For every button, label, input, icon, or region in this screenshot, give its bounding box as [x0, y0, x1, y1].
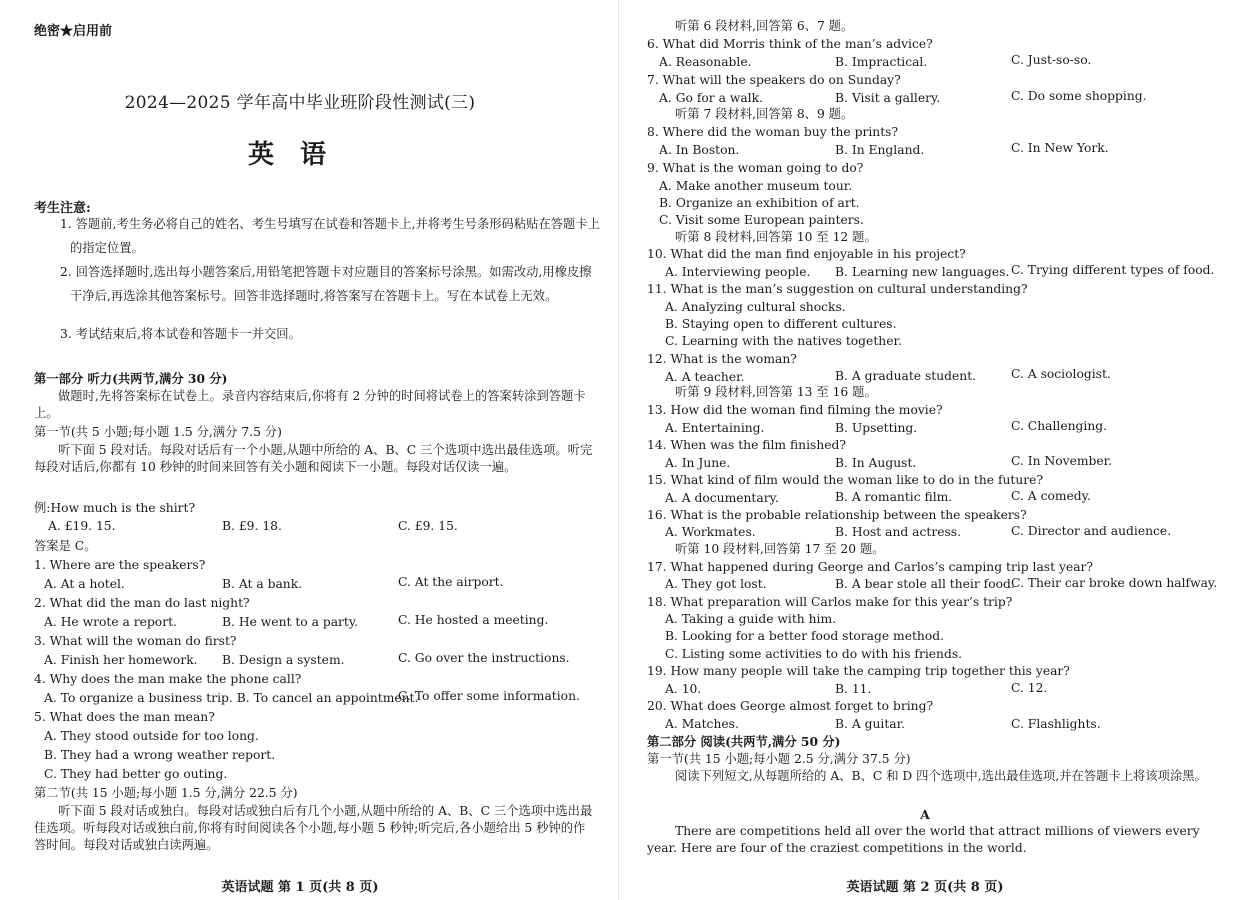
passage-label: A	[920, 807, 930, 822]
question-8-option-a: A. In Boston.	[659, 143, 740, 157]
material-10-heading: 听第 10 段材料,回答第 17 至 20 题。	[675, 542, 885, 556]
question-15-option-c: C. A comedy.	[1011, 489, 1091, 503]
right-page	[625, 0, 1225, 900]
question-2: 2. What did the man do last night?	[34, 596, 250, 610]
question-18: 18. What preparation will Carlos make for this year’s trip?	[647, 595, 1013, 609]
question-5-option-c: C. They had better go outing.	[44, 767, 228, 781]
question-7-option-b: B. Visit a gallery.	[835, 91, 941, 105]
question-1-option-b: B. At a bank.	[222, 577, 303, 591]
question-14-option-c: C. In November.	[1011, 454, 1113, 468]
question-4-options-ab: A. To organize a business trip. B. To cancel an appointment.	[44, 691, 419, 705]
question-3: 3. What will the woman do first?	[34, 634, 237, 648]
question-8-option-c: C. In New York.	[1011, 141, 1109, 155]
question-2-option-b: B. He went to a party.	[222, 615, 359, 629]
question-18-option-c: C. Listing some activities to do with his friends.	[665, 647, 963, 661]
question-2-option-c: C. He hosted a meeting.	[398, 613, 549, 627]
question-17-option-c: C. Their car broke down halfway.	[1011, 576, 1218, 590]
question-11: 11. What is the man’s suggestion on cultural understanding?	[647, 282, 1028, 296]
question-13-option-b: B. Upsetting.	[835, 421, 918, 435]
question-9: 9. What is the woman going to do?	[647, 161, 864, 175]
example-option-c: C. £9. 15.	[398, 519, 458, 533]
question-5: 5. What does the man mean?	[34, 710, 215, 724]
question-12: 12. What is the woman?	[647, 352, 797, 366]
part2-section1-heading: 第一节(共 15 小题;每小题 2.5 分,满分 37.5 分)	[647, 752, 911, 766]
question-17: 17. What happened during George and Carlos’s camping trip last year?	[647, 560, 1093, 574]
question-15-option-b: B. A romantic film.	[835, 490, 953, 504]
example-option-b: B. £9. 18.	[222, 519, 282, 533]
question-13-option-a: A. Entertaining.	[665, 421, 765, 435]
notice-item: 3. 考试结束后,将本试卷和答题卡一并交回。	[60, 327, 301, 341]
left-page	[0, 0, 610, 900]
question-16-option-b: B. Host and actress.	[835, 525, 962, 539]
notice-heading: 考生注意:	[34, 201, 91, 216]
question-19-option-a: A. 10.	[665, 682, 702, 696]
notice-item: 2. 回答选择题时,选出每小题答案后,用铅笔把答题卡对应题目的答案标号涂黑。如需改动,用橡皮擦干净后,再选涂其他答案标号。回答非选择题时,将答案写在答题卡上。写在本试卷上无效。	[60, 265, 592, 303]
question-19-option-b: B. 11.	[835, 682, 872, 696]
question-1: 1. Where are the speakers?	[34, 558, 206, 572]
passage-text: There are competitions held all over the world that attract millions of viewers every year. Here are four of the craziest competitions in the world.	[647, 824, 1200, 855]
question-10-option-b: B. Learning new languages.	[835, 265, 1010, 279]
question-4: 4. Why does the man make the phone call?	[34, 672, 302, 686]
question-3-option-a: A. Finish her homework.	[44, 653, 198, 667]
section2-heading: 第二节(共 15 小题;每小题 1.5 分,满分 22.5 分)	[34, 786, 298, 800]
page-divider	[618, 0, 619, 900]
question-17-option-a: A. They got lost.	[665, 577, 767, 591]
question-14-option-b: B. In August.	[835, 456, 917, 470]
question-7-option-c: C. Do some shopping.	[1011, 89, 1147, 103]
question-13: 13. How did the woman find filming the movie?	[647, 403, 943, 417]
material-9-heading: 听第 9 段材料,回答第 13 至 16 题。	[675, 385, 877, 399]
question-10-option-a: A. Interviewing people.	[665, 265, 811, 279]
example-answer: 答案是 C。	[34, 539, 97, 553]
example-question: 例:How much is the shirt?	[34, 501, 196, 515]
question-7: 7. What will the speakers do on Sunday?	[647, 73, 901, 87]
part1-intro: 做题时,先将答案标在试卷上。录音内容结束后,你将有 2 分钟的时间将试卷上的答案转涂到答题卡上。	[34, 389, 586, 420]
question-20-option-c: C. Flashlights.	[1011, 717, 1101, 731]
question-6: 6. What did Morris think of the man’s advice?	[647, 37, 933, 51]
example-option-a: A. £19. 15.	[48, 519, 116, 533]
section2-intro: 听下面 5 段对话或独白。每段对话或独白后有几个小题,从题中所给的 A、B、C 三个选项中选出最佳选项。听每段对话或独白前,你将有时间阅读各个小题,每小题 5 秒钟;听完后,各小题给出 5 秒钟的作答时间。每段对话或独白读两遍。	[34, 804, 593, 852]
question-19: 19. How many people will take the camping trip together this year?	[647, 664, 1070, 678]
question-12-option-a: A. A teacher.	[665, 370, 745, 384]
section1-intro: 听下面 5 段对话。每段对话后有一个小题,从题中所给的 A、B、C 三个选项中选出最佳选项。听完每段对话后,你都有 10 秒钟的时间来回答有关小题和阅读下一小题。每段对话仅读一遍。	[34, 443, 593, 474]
question-6-option-a: A. Reasonable.	[659, 55, 752, 69]
question-11-option-b: B. Staying open to different cultures.	[665, 317, 897, 331]
notice-item: 1. 答题前,考生务必将自己的姓名、考生号填写在试卷和答题卡上,并将考生号条形码粘贴在答题卡上的指定位置。	[60, 217, 600, 255]
question-10-option-c: C. Trying different types of food.	[1011, 263, 1215, 277]
question-3-option-b: B. Design a system.	[222, 653, 345, 667]
question-8: 8. Where did the woman buy the prints?	[647, 125, 899, 139]
part2-heading: 第二部分 阅读(共两节,满分 50 分)	[647, 734, 841, 749]
question-9-option-c: C. Visit some European painters.	[659, 213, 864, 227]
question-5-option-a: A. They stood outside for too long.	[44, 729, 259, 743]
material-7-heading: 听第 7 段材料,回答第 8、9 题。	[675, 107, 854, 121]
page-footer-2: 英语试题 第 2 页(共 8 页)	[846, 880, 1004, 895]
question-2-option-a: A. He wrote a report.	[44, 615, 177, 629]
question-16: 16. What is the probable relationship between the speakers?	[647, 508, 1027, 522]
question-11-option-c: C. Learning with the natives together.	[665, 334, 902, 348]
question-3-option-c: C. Go over the instructions.	[398, 651, 570, 665]
question-6-option-b: B. Impractical.	[835, 55, 928, 69]
question-10: 10. What did the man find enjoyable in his project?	[647, 247, 966, 261]
section1-heading: 第一节(共 5 小题;每小题 1.5 分,满分 7.5 分)	[34, 425, 282, 439]
question-14-option-a: A. In June.	[665, 456, 731, 470]
subject-title: 英语	[247, 140, 352, 170]
question-15: 15. What kind of film would the woman like to do in the future?	[647, 473, 1044, 487]
question-11-option-a: A. Analyzing cultural shocks.	[665, 300, 846, 314]
question-18-option-b: B. Looking for a better food storage method.	[665, 629, 945, 643]
question-16-option-a: A. Workmates.	[665, 525, 756, 539]
confidential-label: 绝密★启用前	[34, 24, 113, 39]
question-13-option-c: C. Challenging.	[1011, 419, 1108, 433]
question-1-option-c: C. At the airport.	[398, 575, 504, 589]
question-9-option-a: A. Make another museum tour.	[659, 179, 853, 193]
question-7-option-a: A. Go for a walk.	[659, 91, 763, 105]
question-14: 14. When was the film finished?	[647, 438, 846, 452]
question-12-option-b: B. A graduate student.	[835, 369, 977, 383]
question-20-option-a: A. Matches.	[665, 717, 739, 731]
question-1-option-a: A. At a hotel.	[44, 577, 125, 591]
question-5-option-b: B. They had a wrong weather report.	[44, 748, 276, 762]
page-footer-1: 英语试题 第 1 页(共 8 页)	[221, 880, 379, 895]
question-20-option-b: B. A guitar.	[835, 717, 906, 731]
part1-heading: 第一部分 听力(共两节,满分 30 分)	[34, 371, 228, 386]
question-16-option-c: C. Director and audience.	[1011, 524, 1172, 538]
question-6-option-c: C. Just-so-so.	[1011, 53, 1092, 67]
question-18-option-a: A. Taking a guide with him.	[665, 612, 837, 626]
part2-intro: 阅读下列短文,从每题所给的 A、B、C 和 D 四个选项中,选出最佳选项,并在答题卡上将该项涂黑。	[675, 769, 1207, 783]
question-19-option-c: C. 12.	[1011, 681, 1048, 695]
question-8-option-b: B. In England.	[835, 143, 925, 157]
question-15-option-a: A. A documentary.	[665, 491, 779, 505]
question-9-option-b: B. Organize an exhibition of art.	[659, 196, 860, 210]
question-4-option-c: C. To offer some information.	[398, 689, 580, 703]
material-8-heading: 听第 8 段材料,回答第 10 至 12 题。	[675, 230, 877, 244]
question-20: 20. What does George almost forget to bring?	[647, 699, 934, 713]
material-6-heading: 听第 6 段材料,回答第 6、7 题。	[675, 19, 854, 33]
question-17-option-b: B. A bear stole all their food.	[835, 577, 1015, 591]
exam-title: 2024—2025 学年高中毕业班阶段性测试(三)	[124, 93, 476, 113]
question-12-option-c: C. A sociologist.	[1011, 367, 1111, 381]
